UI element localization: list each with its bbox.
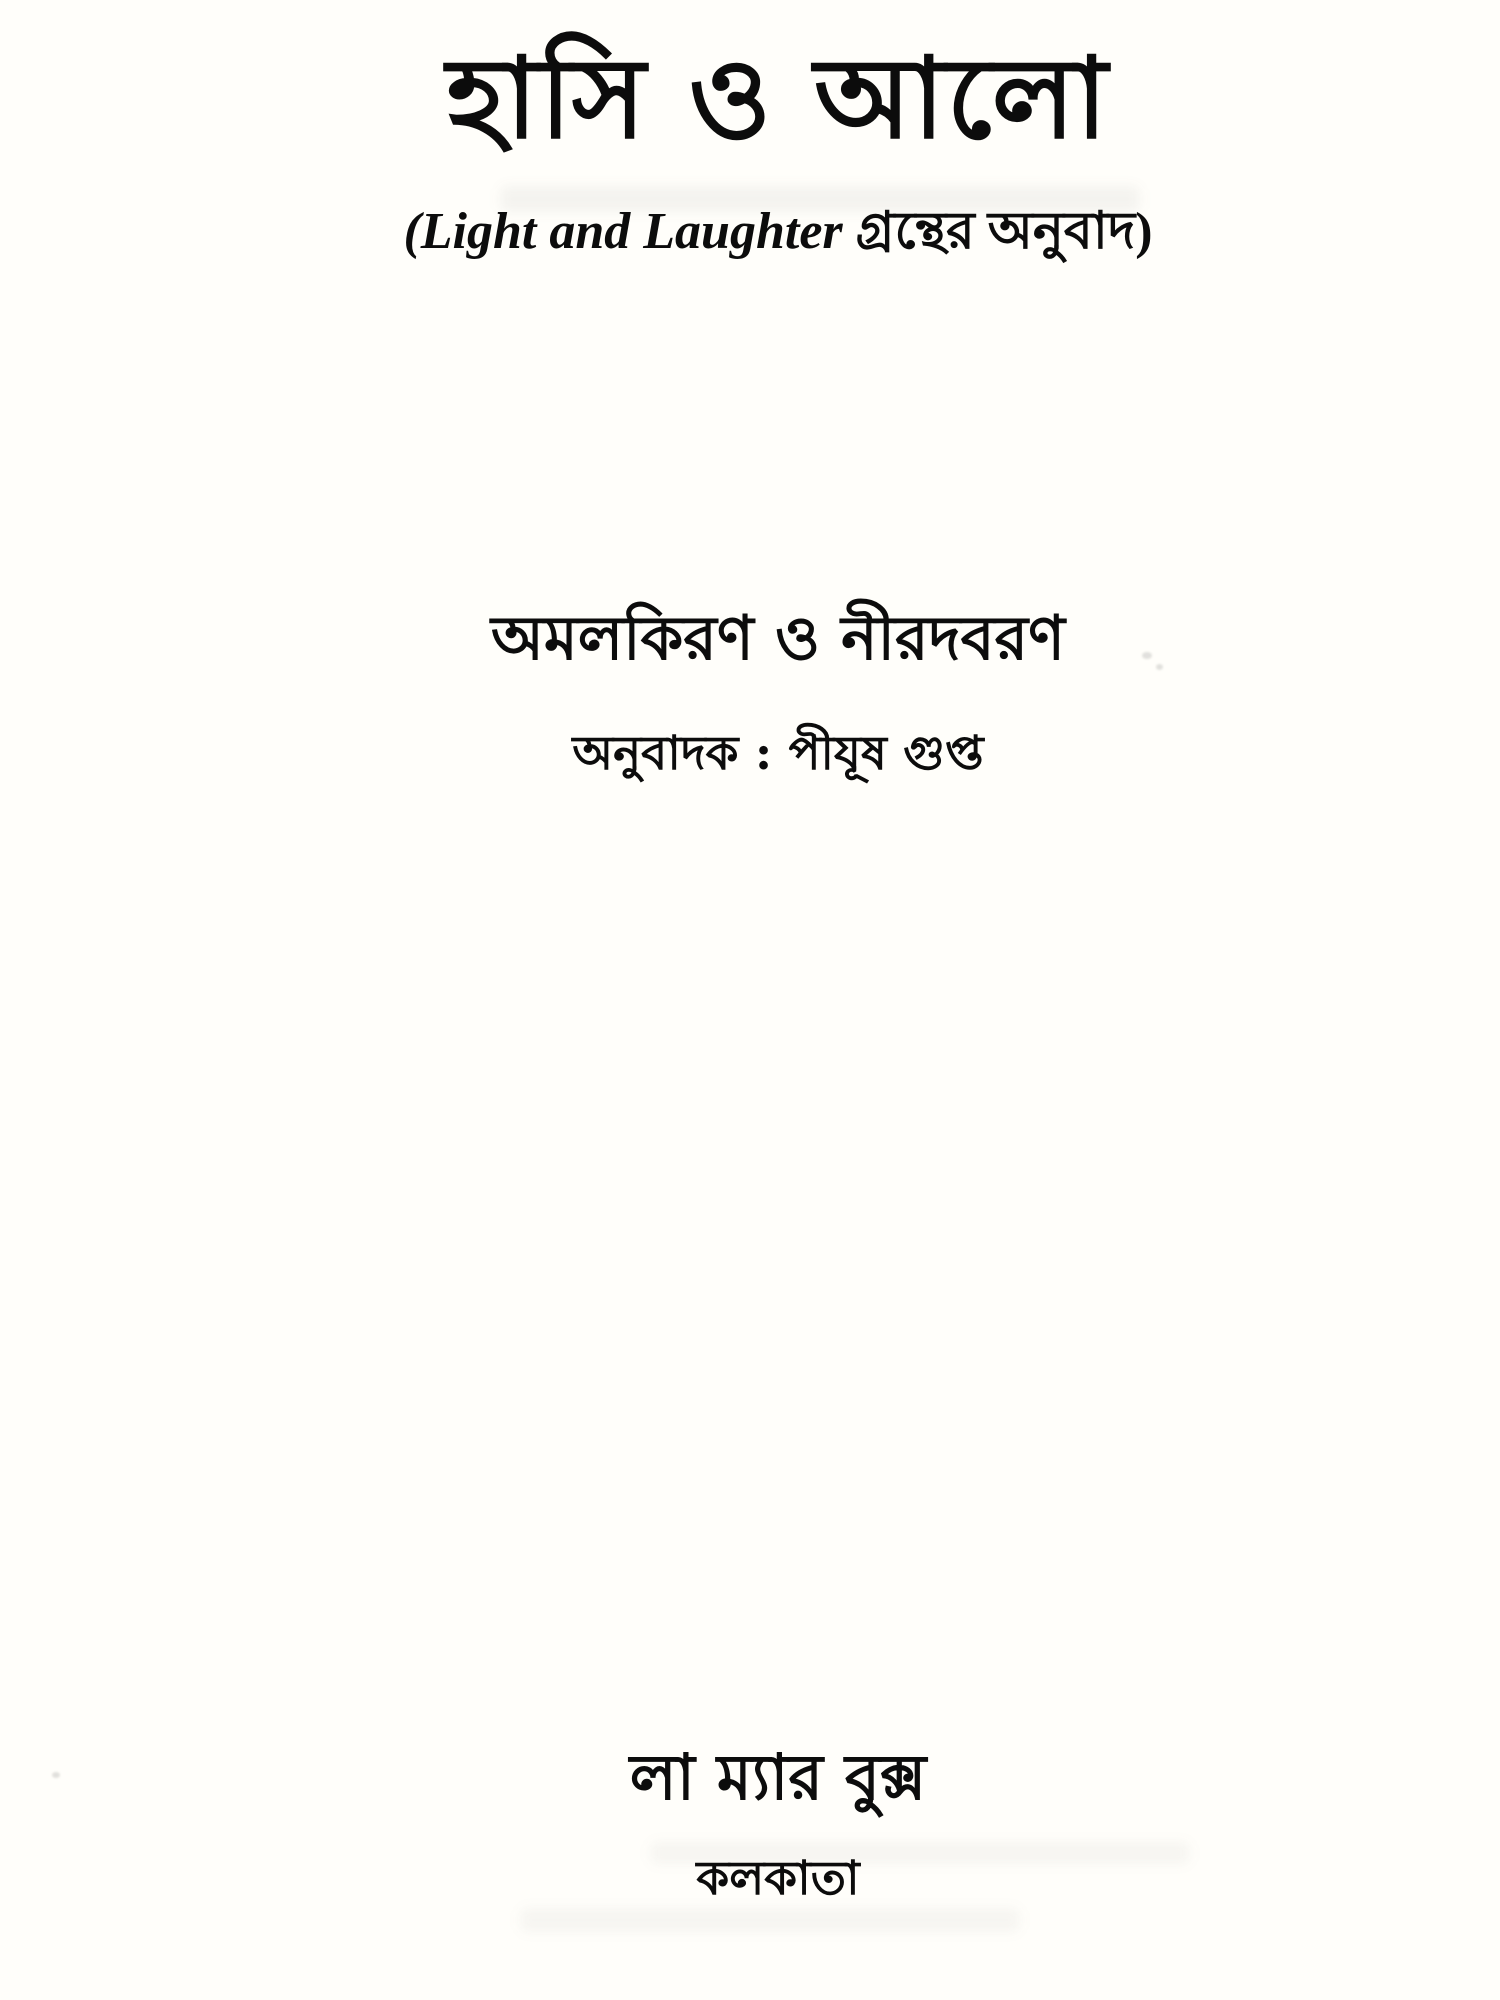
subtitle-bengali-text: গ্রন্থের অনুবাদ) [855,203,1153,260]
publisher-name: লা ম্যার বুক্স [629,1740,927,1814]
authors-line: অমলকিরণ ও নীরদবরণ [491,603,1065,674]
translator-line: অনুবাদক : পীযূষ গুপ্ত [572,726,984,781]
scan-ghost-smudge [520,1908,1020,1932]
subtitle-english-text: (Light and Laughter [403,203,843,260]
book-title: হাসি ও আলো [446,33,1110,164]
book-subtitle [56,198,1500,266]
publisher-city: কলকাতা [696,1851,860,1906]
